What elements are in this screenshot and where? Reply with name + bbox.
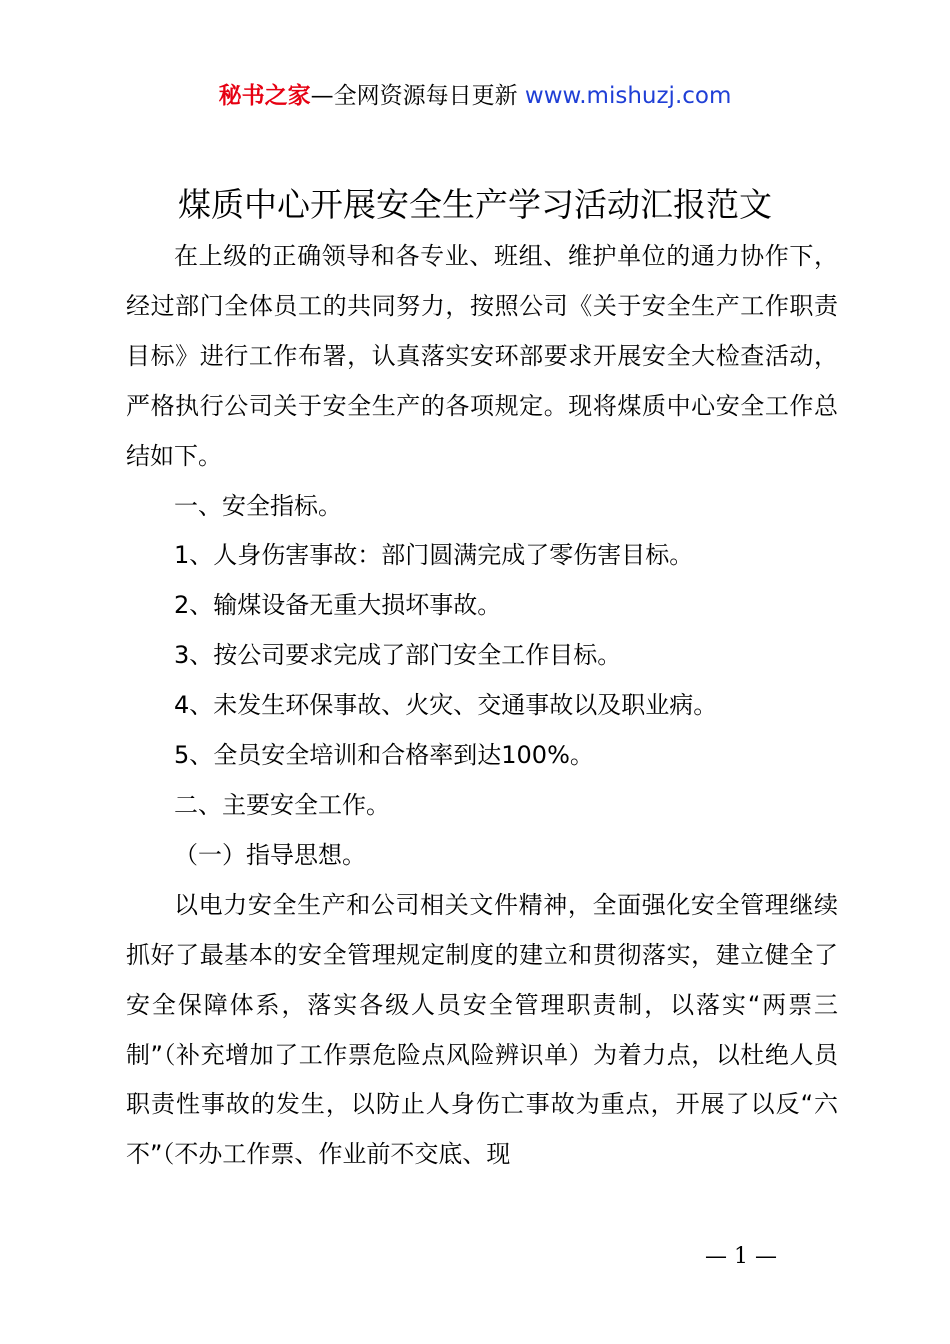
site-brand-name: 秘书之家 (218, 83, 311, 109)
document-title: 煤质中心开展安全生产学习活动汇报范文 (178, 185, 772, 224)
site-banner (0, 80, 950, 112)
site-tagline: —全网资源每日更新 (310, 83, 525, 109)
list-item: 3、按公司要求完成了部门安全工作目标。 (174, 641, 622, 670)
document-body (126, 232, 838, 1180)
list-item: 1、人身伤害事故：部门圆满完成了零伤害目标。 (174, 541, 694, 570)
section-heading-safety-indicators: 一、安全指标。 (174, 491, 342, 520)
list-item: 4、未发生环保事故、火灾、交通事故以及职业病。 (174, 691, 718, 720)
site-url-link[interactable]: www.mishuzj.com (524, 83, 732, 109)
subsection-heading-guiding-idea: （一）指导思想。 (174, 840, 366, 869)
page-number: — 1 — (705, 1244, 777, 1269)
list-item: 5、全员安全培训和合格率到达100%。 (174, 741, 594, 770)
list-item: 2、输煤设备无重大损坏事故。 (174, 591, 502, 620)
body-paragraph: 以电力安全生产和公司相关文件精神，全面强化安全管理继续抓好了最基本的安全管理规定制度的建立和贯彻落实，建立健全了安全保障体系，落实各级人员安全管理职责制，以落实“两票三制”（补充增加了工作票危险点风险辨识单）为着力点，以杜绝人员职责性事故的发生，以防止人身伤亡事故为重点，开展了以反“六不”（不办工作票、作业前不交底、现 (126, 890, 838, 1169)
intro-paragraph: 在上级的正确领导和各专业、班组、维护单位的通力协作下，经过部门全体员工的共同努力，按照公司《关于安全生产工作职责目标》进行工作布署，认真落实安环部要求开展安全大检查活动，严格执行公司关于安全生产的各项规定。现将煤质中心安全工作总结如下。 (126, 242, 838, 470)
section-heading-main-work: 二、主要安全工作。 (174, 790, 390, 819)
